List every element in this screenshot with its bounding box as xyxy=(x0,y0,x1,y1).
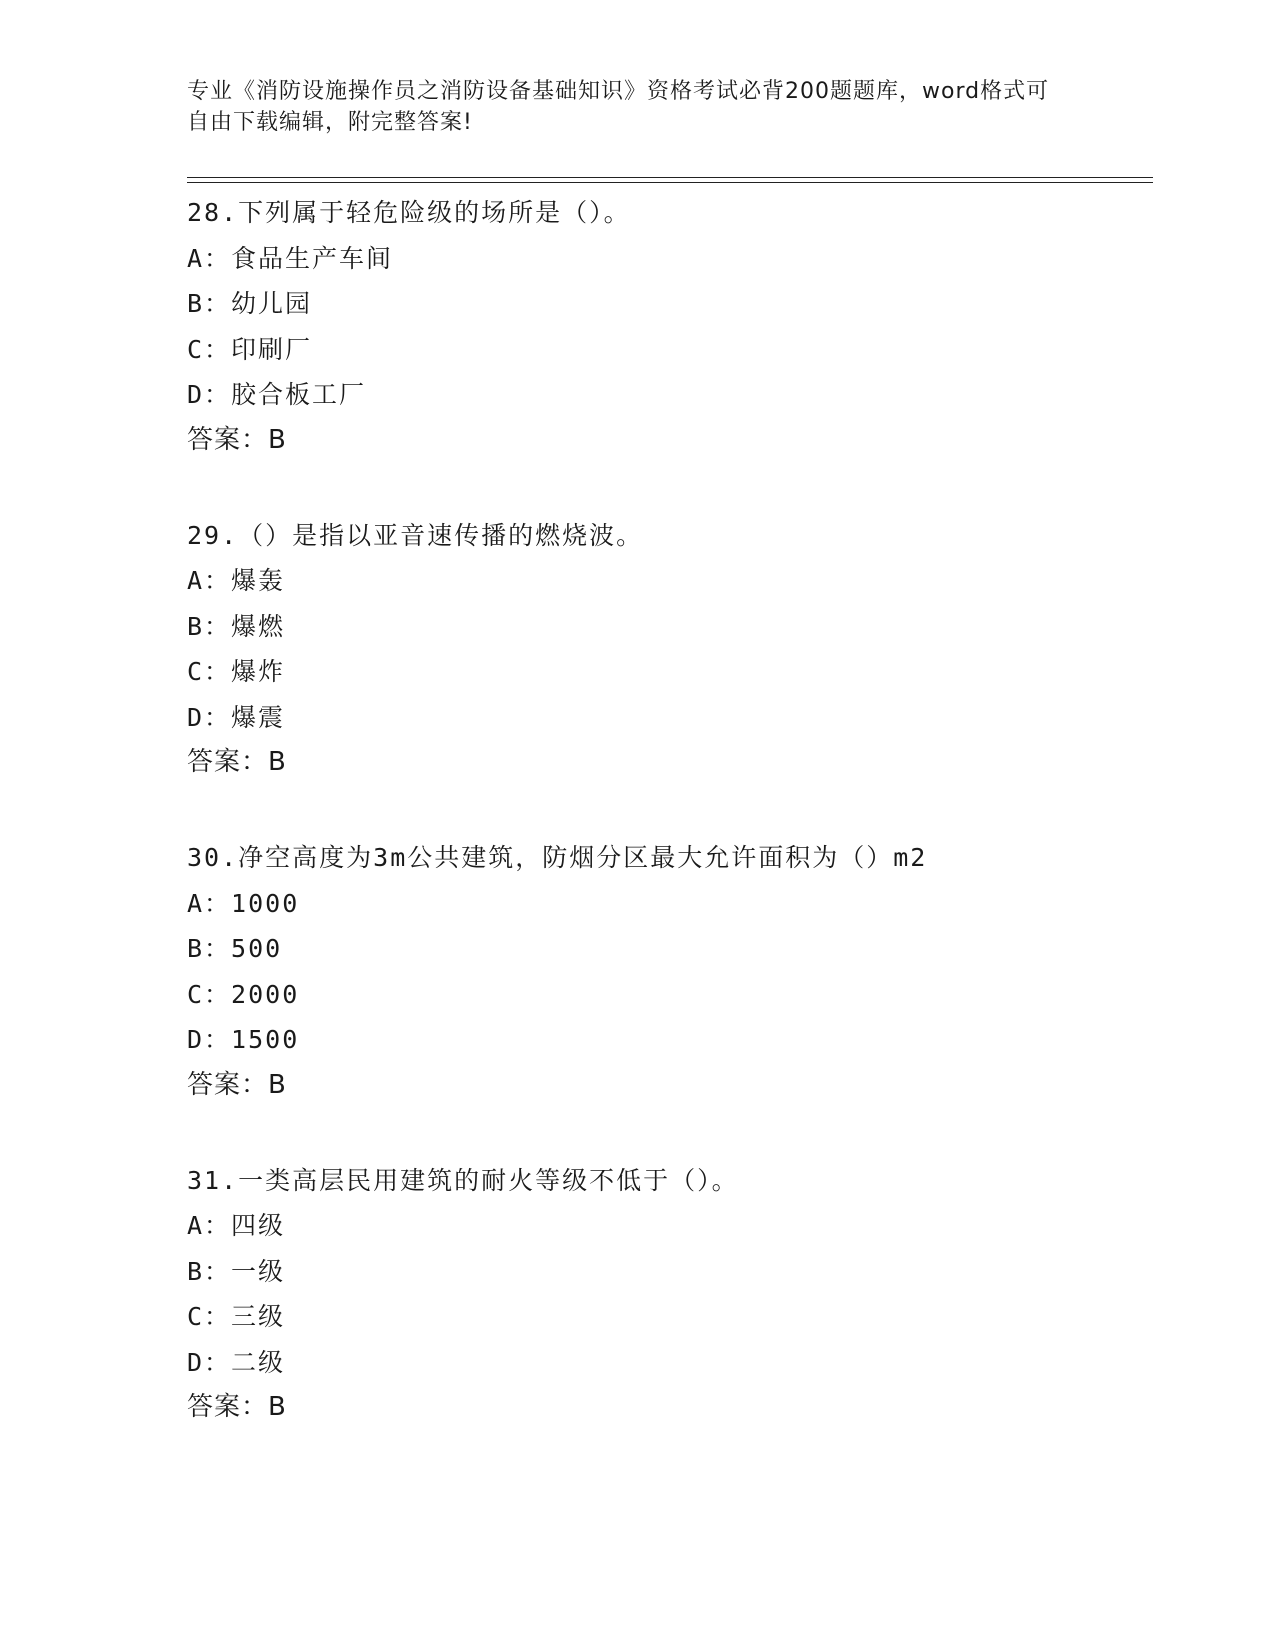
header-divider-top xyxy=(187,177,1153,178)
question-stem: 30.净空高度为3m公共建筑，防烟分区最大允许面积为（）m2 xyxy=(187,843,928,872)
option-a: A：1000 xyxy=(187,888,300,918)
option-c: C：2000 xyxy=(187,979,300,1009)
option-c: C：爆炸 xyxy=(187,657,286,686)
option-c: C：三级 xyxy=(187,1302,286,1331)
option-c: C：印刷厂 xyxy=(187,334,313,364)
answer-label: 答案：B xyxy=(187,1392,287,1422)
question-stem: 29.（）是指以亚音速传播的燃烧波。 xyxy=(187,520,644,550)
option-d: D：二级 xyxy=(187,1347,286,1377)
option-b: B：一级 xyxy=(187,1256,286,1286)
option-d: D：1500 xyxy=(187,1025,300,1054)
question-list xyxy=(187,190,1147,1480)
document-intro: 专业《消防设施操作员之消防设备基础知识》资格考试必背200题题库，word格式可自由下载编辑，附完整答案! xyxy=(187,79,1050,135)
option-d: D：胶合板工厂 xyxy=(187,380,367,409)
answer-label: 答案：B xyxy=(187,424,287,455)
option-a: A：食品生产车间 xyxy=(187,243,394,273)
header-divider-bottom xyxy=(187,182,1153,183)
question-30 xyxy=(187,835,1147,1108)
question-stem: 31.一类高层民用建筑的耐火等级不低于（）。 xyxy=(187,1165,739,1195)
question-31 xyxy=(187,1158,1147,1431)
option-b: B：幼儿园 xyxy=(187,289,313,318)
answer-label: 答案：B xyxy=(187,1069,287,1100)
option-b: B：500 xyxy=(187,934,283,963)
answer-label: 答案：B xyxy=(187,747,287,777)
option-d: D：爆震 xyxy=(187,702,286,732)
question-stem: 28.下列属于轻危险级的场所是（）。 xyxy=(187,198,631,227)
option-b: B：爆燃 xyxy=(187,611,286,641)
option-a: A：四级 xyxy=(187,1211,286,1240)
question-29 xyxy=(187,513,1147,786)
question-28 xyxy=(187,190,1147,463)
option-a: A：爆轰 xyxy=(187,566,286,595)
